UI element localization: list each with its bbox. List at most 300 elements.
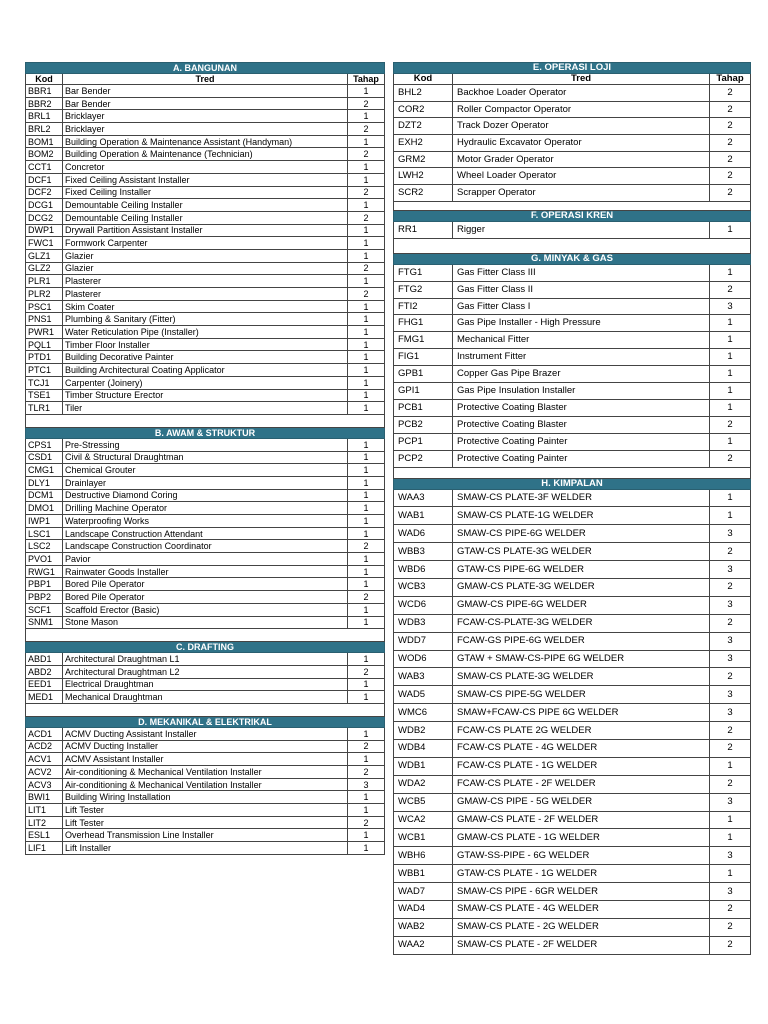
kod-cell: BOM2 [26,148,63,161]
table-row [26,553,385,566]
tred-cell: SMAW-CS PIPE-5G WELDER [453,686,710,704]
gap [394,238,751,253]
table-row [394,450,751,467]
table-row [26,578,385,591]
kod-cell: ACV3 [26,778,63,791]
tred-cell: Carpenter (Joinery) [63,376,348,389]
table-row [26,616,385,629]
table-row [394,668,751,686]
kod-cell: DZT2 [394,118,453,135]
tred-cell: Protective Coating Painter [453,450,710,467]
table-row [26,173,385,186]
kod-cell: WAD4 [394,900,453,918]
kod-cell: PSC1 [26,300,63,313]
tred-cell: Fixed Ceiling Assistant Installer [63,173,348,186]
table-row [26,313,385,326]
tahap-cell: 1 [348,829,385,842]
table-row [26,199,385,212]
tred-cell: GTAW + SMAW-CS-PIPE 6G WELDER [453,650,710,668]
tred-cell: Bar Bender [63,85,348,98]
tred-cell: SMAW+FCAW-CS PIPE 6G WELDER [453,704,710,722]
tred-cell: Drainlayer [63,476,348,489]
header-tahap: Tahap [710,74,751,85]
tred-cell: Lift Tester [63,804,348,817]
tahap-cell: 3 [710,793,751,811]
table-row [26,527,385,540]
kod-cell: MED1 [26,691,63,704]
tahap-cell: 1 [348,565,385,578]
tahap-cell: 2 [710,900,751,918]
table-row [26,389,385,402]
tred-cell: Air-conditioning & Mechanical Ventilation Installer [63,778,348,791]
table-row [26,791,385,804]
table-row [26,565,385,578]
table-row [26,502,385,515]
section-title-row [394,253,751,264]
kod-cell: BWI1 [26,791,63,804]
tred-cell: SMAW-CS PLATE - 4G WELDER [453,900,710,918]
table-row [26,603,385,616]
tahap-cell: 2 [710,775,751,793]
gap [26,629,385,642]
tahap-cell: 1 [348,313,385,326]
tahap-cell: 2 [710,416,751,433]
tahap-cell: 1 [348,300,385,313]
tahap-cell: 2 [710,578,751,596]
tahap-cell: 2 [710,722,751,740]
table-row [394,793,751,811]
tred-cell: Landscape Construction Coordinator [63,540,348,553]
tahap-cell: 1 [348,224,385,237]
tred-cell: Motor Grader Operator [453,151,710,168]
tred-cell: Hydraulic Excavator Operator [453,135,710,152]
tred-cell: Protective Coating Painter [453,433,710,450]
table-row [394,722,751,740]
tred-cell: Water Reticulation Pipe (Installer) [63,326,348,339]
tred-cell: Scaffold Erector (Basic) [63,603,348,616]
table-row [394,704,751,722]
tred-cell: Plasterer [63,275,348,288]
tahap-cell: 1 [710,811,751,829]
tred-cell: GTAW-CS PLATE - 1G WELDER [453,865,710,883]
kod-cell: WAB2 [394,918,453,936]
kod-cell: TSE1 [26,389,63,402]
tred-cell: Glazier [63,262,348,275]
tahap-cell: 1 [710,349,751,366]
left-trade-table [25,62,385,855]
tred-cell: GMAW-CS PIPE-6G WELDER [453,596,710,614]
table-row [394,85,751,102]
tahap-cell: 2 [710,118,751,135]
tahap-cell: 1 [348,842,385,855]
header-tred: Tred [453,74,710,85]
tahap-cell: 3 [348,778,385,791]
kod-cell: LIT2 [26,816,63,829]
kod-cell: PCB1 [394,399,453,416]
tahap-cell: 1 [710,865,751,883]
tahap-cell: 2 [710,543,751,561]
table-row [394,281,751,298]
tahap-cell: 3 [710,704,751,722]
kod-cell: LIT1 [26,804,63,817]
kod-cell: EXH2 [394,135,453,152]
tred-cell: Architectural Draughtman L2 [63,665,348,678]
tred-cell: SMAW-CS PLATE - 2F WELDER [453,936,710,954]
tred-cell: Bored Pile Operator [63,578,348,591]
kod-cell: ACD2 [26,740,63,753]
tred-cell: FCAW-CS-PLATE-3G WELDER [453,614,710,632]
tred-cell: Mechanical Draughtman [63,691,348,704]
tred-cell: GTAW-CS PLATE-3G WELDER [453,543,710,561]
kod-cell: WBH6 [394,847,453,865]
tahap-cell: 1 [348,389,385,402]
tred-cell: Rainwater Goods Installer [63,565,348,578]
table-row [26,489,385,502]
tahap-cell: 2 [710,918,751,936]
tred-cell: Building Wiring Installation [63,791,348,804]
table-row [394,883,751,901]
tahap-cell: 1 [710,221,751,238]
kod-cell: DMO1 [26,502,63,515]
table-row [26,249,385,262]
tahap-cell: 3 [710,847,751,865]
kod-cell: PLR1 [26,275,63,288]
kod-cell: SCF1 [26,603,63,616]
tahap-cell: 1 [348,578,385,591]
tred-cell: Demountable Ceiling Installer [63,199,348,212]
tred-cell: Air-conditioning & Mechanical Ventilation Installer [63,766,348,779]
table-row [394,632,751,650]
kod-cell: BBR1 [26,85,63,98]
header-tred: Tred [63,74,348,85]
kod-cell: WAB1 [394,507,453,525]
kod-cell: FTG1 [394,264,453,281]
tahap-cell: 1 [710,829,751,847]
tahap-cell: 1 [710,264,751,281]
table-row [26,842,385,855]
table-row [26,665,385,678]
table-row [26,829,385,842]
tred-cell: Landscape Construction Attendant [63,527,348,540]
column-header-row [394,74,751,85]
tahap-cell: 2 [348,816,385,829]
tred-cell: Building Operation & Maintenance Assistant (Handyman) [63,135,348,148]
section-title-row [26,716,385,727]
table-row [26,262,385,275]
tahap-cell: 1 [710,332,751,349]
table-row [26,85,385,98]
table-row [26,402,385,415]
tahap-cell: 2 [348,211,385,224]
tahap-cell: 1 [348,402,385,415]
kod-cell: PVO1 [26,553,63,566]
tred-cell: Mechanical Fitter [453,332,710,349]
table-row [26,364,385,377]
section-mekanikal-elektrikal [26,716,385,854]
section-title-row [26,63,385,74]
kod-cell: BHL2 [394,85,453,102]
tahap-cell: 1 [348,275,385,288]
table-row [26,351,385,364]
tahap-cell: 3 [710,650,751,668]
kod-cell: FIG1 [394,349,453,366]
tahap-cell: 2 [348,766,385,779]
tahap-cell: 3 [710,632,751,650]
kod-cell: FTG2 [394,281,453,298]
tahap-cell: 1 [348,653,385,666]
kod-cell: CMG1 [26,464,63,477]
kod-cell: DCG1 [26,199,63,212]
tred-cell: Protective Coating Blaster [453,416,710,433]
kod-cell: WDB2 [394,722,453,740]
table-row [26,804,385,817]
tred-cell: Stone Mason [63,616,348,629]
kod-cell: WOD6 [394,650,453,668]
table-row [394,918,751,936]
tred-cell: Gas Fitter Class I [453,298,710,315]
tahap-cell: 1 [348,616,385,629]
table-row [26,540,385,553]
tahap-cell: 1 [348,727,385,740]
table-row [26,211,385,224]
kod-cell: DCG2 [26,211,63,224]
table-row [26,300,385,313]
kod-cell: WBD6 [394,561,453,579]
tred-cell: GTAW-CS PIPE-6G WELDER [453,561,710,579]
tahap-cell: 1 [348,464,385,477]
table-row [394,650,751,668]
kod-cell: RR1 [394,221,453,238]
tred-cell: Electrical Draughtman [63,678,348,691]
kod-cell: FWC1 [26,237,63,250]
tred-cell: Bar Bender [63,97,348,110]
table-row [394,507,751,525]
kod-cell: DLY1 [26,476,63,489]
tahap-cell: 2 [710,168,751,185]
table-row [26,678,385,691]
tred-cell: Drilling Machine Operator [63,502,348,515]
table-row [394,349,751,366]
kod-cell: PCB2 [394,416,453,433]
tred-cell: Building Architectural Coating Applicator [63,364,348,377]
tred-cell: GMAW-CS PLATE-3G WELDER [453,578,710,596]
table-row [394,101,751,118]
tahap-cell: 2 [710,614,751,632]
tred-cell: Drywall Partition Assistant Installer [63,224,348,237]
tred-cell: Timber Structure Erector [63,389,348,402]
tred-cell: Plumbing & Sanitary (Fitter) [63,313,348,326]
kod-cell: GPI1 [394,383,453,400]
kod-cell: GLZ2 [26,262,63,275]
table-row [394,525,751,543]
column-header-row [26,74,385,85]
tahap-cell: 1 [348,476,385,489]
tred-cell: Lift Installer [63,842,348,855]
tahap-cell: 2 [348,262,385,275]
table-row [26,740,385,753]
section-title: B. AWAM & STRUKTUR [26,427,385,438]
table-row [394,686,751,704]
kod-cell: PLR2 [26,288,63,301]
tahap-cell: 1 [348,351,385,364]
kod-cell: WBB3 [394,543,453,561]
tred-cell: Formwork Carpenter [63,237,348,250]
table-row [394,829,751,847]
tahap-cell: 1 [348,603,385,616]
table-row [394,221,751,238]
tahap-cell: 1 [348,135,385,148]
section-operasi-kren [394,210,751,238]
tahap-cell: 1 [348,110,385,123]
kod-cell: ABD2 [26,665,63,678]
table-row [394,135,751,152]
tred-cell: Gas Pipe Insulation Installer [453,383,710,400]
table-row [26,376,385,389]
header-tahap: Tahap [348,74,385,85]
tred-cell: Concretor [63,161,348,174]
kod-cell: WAD7 [394,883,453,901]
kod-cell: WAA3 [394,489,453,507]
tred-cell: FCAW-CS PLATE 2G WELDER [453,722,710,740]
tred-cell: Chemical Grouter [63,464,348,477]
tred-cell: Fixed Ceiling Installer [63,186,348,199]
tahap-cell: 2 [710,668,751,686]
tred-cell: Rigger [453,221,710,238]
tred-cell: Bricklayer [63,123,348,136]
table-row [26,326,385,339]
table-row [26,148,385,161]
section-title: C. DRAFTING [26,642,385,653]
kod-cell: WAA2 [394,936,453,954]
tahap-cell: 1 [348,173,385,186]
tred-cell: Bricklayer [63,110,348,123]
kod-cell: WAB3 [394,668,453,686]
section-awam-struktur [26,427,385,628]
tred-cell: Overhead Transmission Line Installer [63,829,348,842]
tahap-cell: 3 [710,298,751,315]
table-row [26,338,385,351]
kod-cell: WMC6 [394,704,453,722]
tred-cell: Building Decorative Painter [63,351,348,364]
section-title-row [26,642,385,653]
tred-cell: Protective Coating Blaster [453,399,710,416]
tred-cell: Track Dozer Operator [453,118,710,135]
table-row [26,186,385,199]
kod-cell: WDB4 [394,739,453,757]
table-row [394,264,751,281]
tahap-cell: 3 [710,596,751,614]
section-operasi-loji [394,63,751,202]
tahap-cell: 1 [348,376,385,389]
tred-cell: Tiler [63,402,348,415]
tred-cell: Backhoe Loader Operator [453,85,710,102]
kod-cell: WCB5 [394,793,453,811]
kod-cell: BOM1 [26,135,63,148]
kod-cell: IWP1 [26,515,63,528]
table-row [394,399,751,416]
tred-cell: Scrapper Operator [453,185,710,202]
tahap-cell: 3 [710,883,751,901]
table-row [26,515,385,528]
table-row [26,161,385,174]
table-row [26,653,385,666]
tred-cell: FCAW-CS PLATE - 2F WELDER [453,775,710,793]
kod-cell: PBP2 [26,591,63,604]
tahap-cell: 1 [348,451,385,464]
kod-cell: PTD1 [26,351,63,364]
table-row [26,288,385,301]
table-row [394,865,751,883]
tahap-cell: 1 [348,438,385,451]
table-row [394,757,751,775]
tred-cell: GMAW-CS PLATE - 2F WELDER [453,811,710,829]
tahap-cell: 1 [348,753,385,766]
tred-cell: Architectural Draughtman L1 [63,653,348,666]
section-title-row [394,210,751,221]
section-title-row [26,427,385,438]
tahap-cell: 1 [348,237,385,250]
tahap-cell: 1 [348,364,385,377]
kod-cell: CSD1 [26,451,63,464]
table-row [26,464,385,477]
tahap-cell: 1 [348,791,385,804]
tred-cell: SMAW-CS PIPE-6G WELDER [453,525,710,543]
tahap-cell: 2 [710,185,751,202]
table-row [26,135,385,148]
table-row [394,596,751,614]
kod-cell: RWG1 [26,565,63,578]
kod-cell: WDA2 [394,775,453,793]
table-row [394,847,751,865]
tred-cell: Gas Pipe Installer - High Pressure [453,315,710,332]
table-row [26,766,385,779]
tahap-cell: 1 [710,383,751,400]
tahap-cell: 2 [710,101,751,118]
tahap-cell: 2 [348,123,385,136]
table-row [394,416,751,433]
kod-cell: WCB3 [394,578,453,596]
tred-cell: GMAW-CS PLATE - 1G WELDER [453,829,710,847]
section-title-row [394,63,751,74]
kod-cell: EED1 [26,678,63,691]
table-row [394,489,751,507]
table-row [26,224,385,237]
tahap-cell: 2 [710,85,751,102]
table-row [394,383,751,400]
tred-cell: Timber Floor Installer [63,338,348,351]
table-row [26,727,385,740]
tred-cell: Destructive Diamond Coring [63,489,348,502]
tred-cell: Copper Gas Pipe Brazer [453,366,710,383]
table-row [394,900,751,918]
table-row [394,578,751,596]
section-kimpalan [394,478,751,954]
right-trade-table [393,62,751,955]
tred-cell: Instrument Fitter [453,349,710,366]
tahap-cell: 2 [348,288,385,301]
kod-cell: TCJ1 [26,376,63,389]
header-kod: Kod [26,74,63,85]
tred-cell: Building Operation & Maintenance (Technician) [63,148,348,161]
tred-cell: FCAW-CS PLATE - 1G WELDER [453,757,710,775]
kod-cell: PBP1 [26,578,63,591]
tahap-cell: 1 [348,489,385,502]
kod-cell: ACD1 [26,727,63,740]
tred-cell: FCAW-GS PIPE-6G WELDER [453,632,710,650]
table-row [394,811,751,829]
tahap-cell: 1 [710,757,751,775]
table-row [394,151,751,168]
